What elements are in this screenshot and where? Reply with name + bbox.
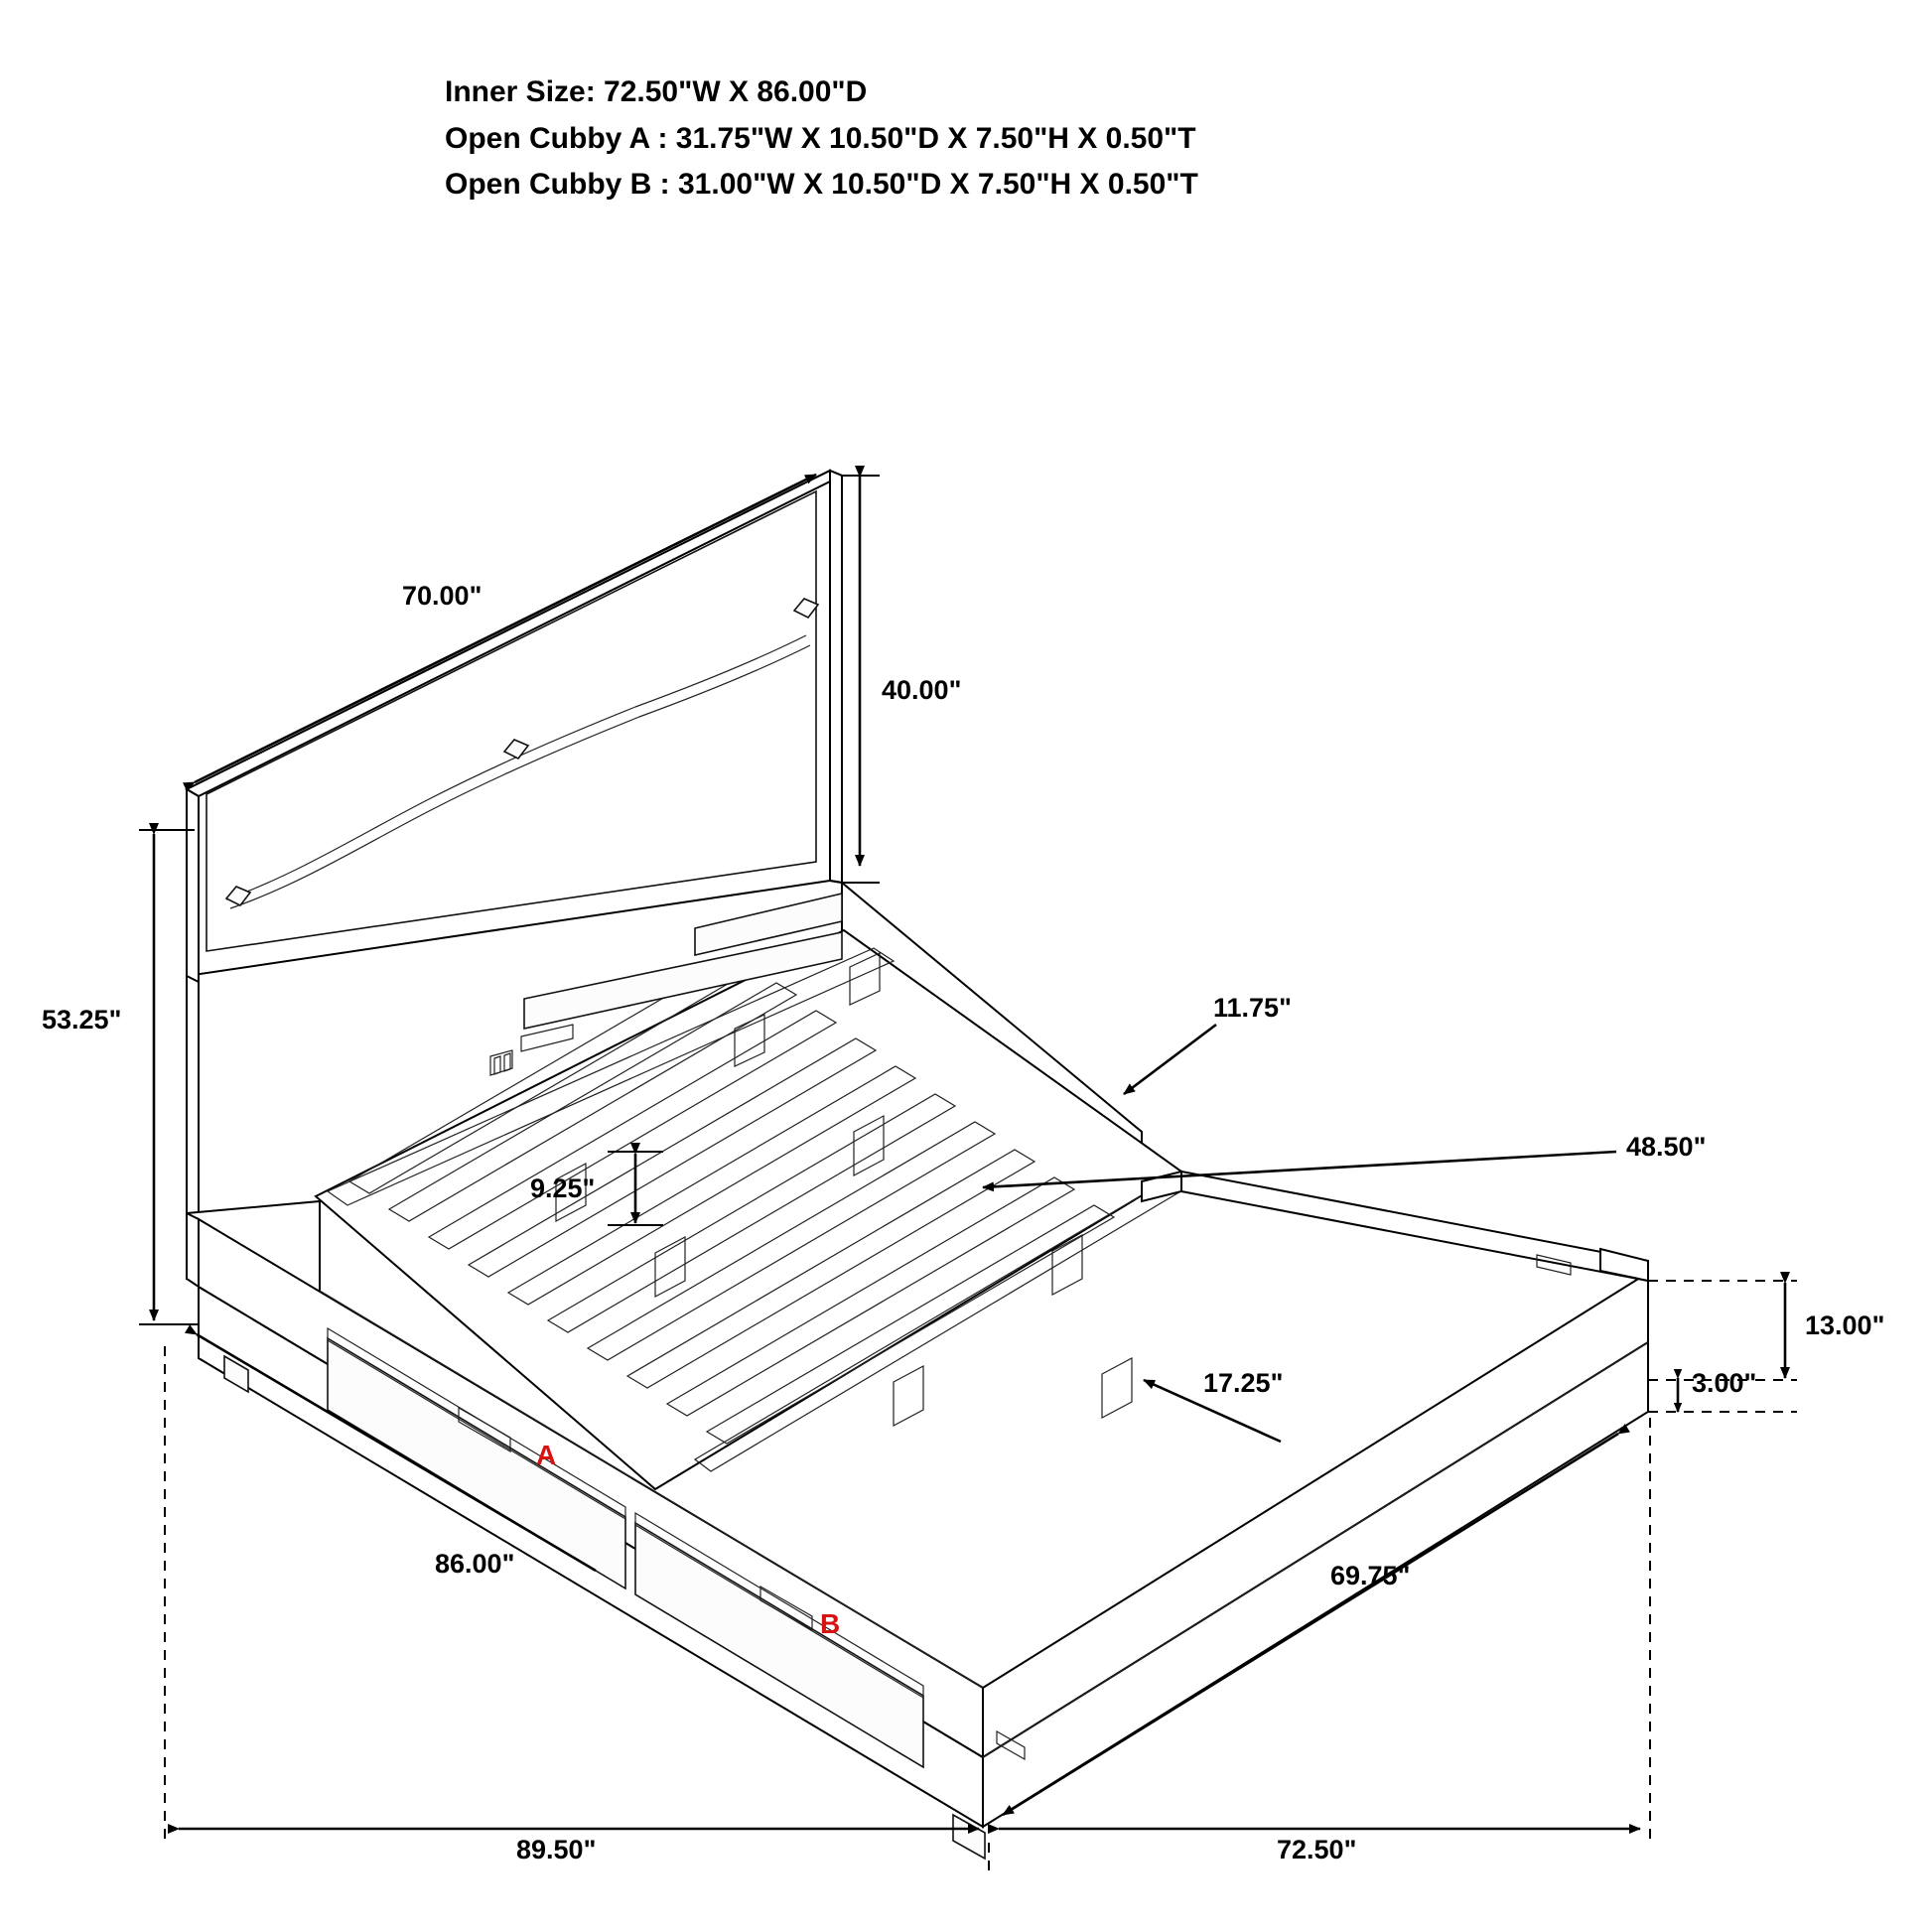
dim-deck-height: 13.00" (1805, 1311, 1885, 1340)
dim-overall-length: 89.50" (516, 1835, 597, 1864)
cubby-label-a: A (536, 1440, 557, 1470)
dim-base-height: 3.00" (1692, 1368, 1757, 1398)
dim-headboard-width: 70.00" (402, 581, 483, 611)
dim-overall-height: 53.25" (42, 1005, 122, 1035)
dim-center-support: 48.50" (1626, 1132, 1707, 1162)
spec-line-cubby-b: Open Cubby B : 31.00"W X 10.50"D X 7.50"H X 0.50"T (445, 168, 1198, 201)
dim-footboard-depth: 17.25" (1203, 1368, 1284, 1398)
bed-frame-group (187, 883, 1648, 1859)
dim-headboard-height: 40.00" (882, 675, 962, 705)
spec-line-cubby-a: Open Cubby A : 31.75"W X 10.50"D X 7.50"H X 0.50"T (445, 121, 1196, 155)
dim-footboard-width: 69.75" (1330, 1561, 1411, 1590)
dim-rail-inset: 11.75" (1213, 993, 1292, 1023)
spec-line-inner-size: Inner Size: 72.50"W X 86.00"D (445, 75, 868, 108)
dim-slat-clearance: 9.25" (530, 1173, 596, 1203)
cubby-label-b: B (820, 1608, 841, 1639)
dim-overall-width: 72.50" (1277, 1835, 1357, 1864)
dim-bed-length: 86.00" (435, 1549, 515, 1579)
